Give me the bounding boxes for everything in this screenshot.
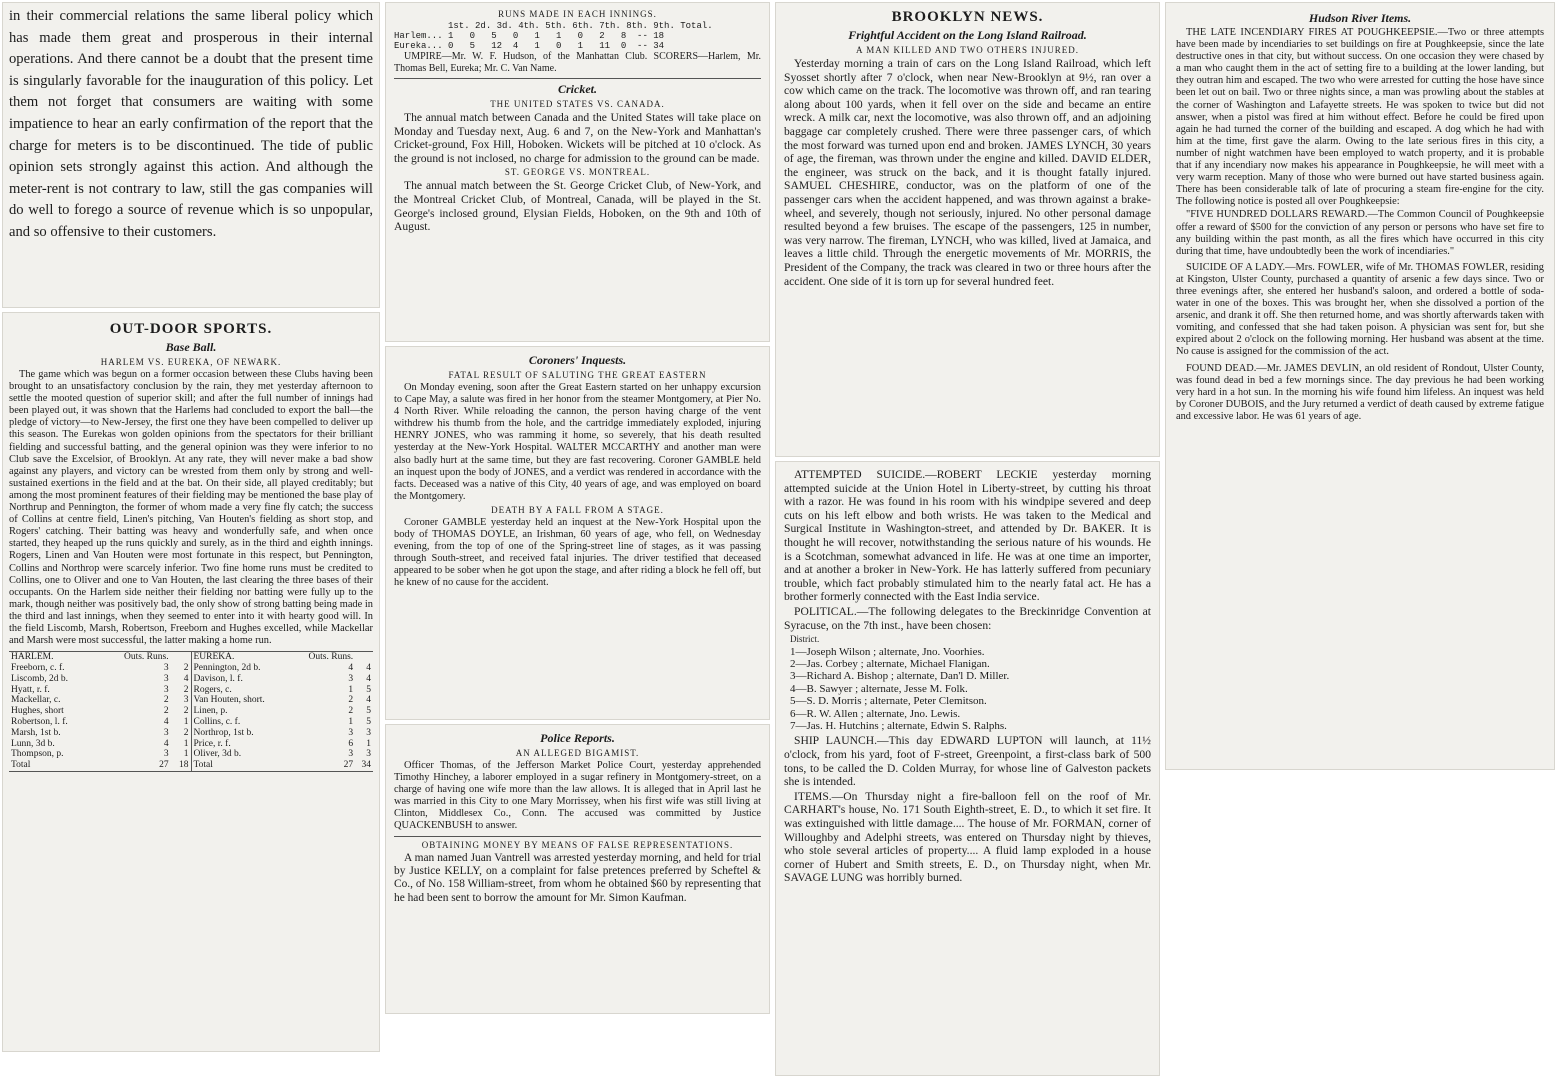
coroners-heading: Coroners' Inquests. [528,353,627,367]
box-header-cell: Outs. Runs. [308,652,354,663]
box-score-harlem [9,652,191,771]
box-row-cell: 3 [163,684,169,695]
box-row [192,674,374,685]
hudson-heading: Hudson River Items. [1308,11,1412,25]
cricket-sub2: ST. GEORGE VS. MONTREAL. [504,167,651,178]
brooklyn-dateline: A MAN KILLED AND TWO OTHERS INJURED. [855,45,1080,55]
sports-subheading: Base Ball. [165,340,217,354]
runs-umpire: UMPIRE—Mr. W. F. Hudson, of the Manhattan Club. SCORERS—Harlem, Mr. Thomas Bell, Eureka; Mr. C. Van Name. [394,51,761,74]
cricket-body1: The annual match between Canada and the United States will take place on Monday and Tuesday next, Aug. 6 and 7, on the New-York and Manhattan's Cricket-ground, Fox Hill, Hoboken. Wickets will be pitched at 10 o'clock. As the ground is not inclosed, no charge for admission to the ground can be made. [394,111,761,165]
divider [394,78,761,79]
clipping-gas-editorial [2,2,380,308]
box-row-cell: 3 [348,673,354,684]
box-row-cell: Hyatt, r. f. [11,684,50,695]
box-row-cell: 3 [348,727,354,738]
box-row [192,695,374,706]
ship-launch: SHIP LAUNCH.—This day EDWARD LUPTON will launch, at 11½ o'clock, from his yard, foot of F-street, Greenpoint, a first-class bark of 500 tons, to be called the D. Colden Murray, for whose line of Galveston packets she is intended. [784,734,1151,789]
box-row-cell: 2 [183,727,189,738]
clipping-outdoor-sports [2,312,380,1052]
box-total-cell: 34 [361,760,371,771]
box-row [9,695,191,706]
divider [394,836,761,837]
box-row-cell: 3 [163,662,169,673]
box-row-cell: Hughes, short [11,706,64,717]
runs-harlem-row: Harlem... 1 0 5 0 1 1 0 2 8 -- 18 [394,31,665,41]
box-total-cell: 18 [179,760,189,771]
district-label: District. [790,634,820,645]
coroners-sub1: FATAL RESULT OF SALUTING THE GREAT EASTERN [448,370,707,380]
box-row-cell: 1 [366,738,371,749]
box-row-cell: 5 [366,684,371,695]
clipping-brooklyn-news [775,2,1160,457]
box-row-cell: 3 [348,749,354,760]
box-row [9,674,191,685]
box-row-cell: Northrop, 1st b. [193,727,254,738]
box-row [192,739,374,750]
box-row-cell: 2 [183,662,189,673]
runs-header-row: 1st. 2d. 3d. 4th. 5th. 6th. 7th. 8th. 9th. Total. [394,21,713,31]
box-row [192,685,374,696]
police-body2: A man named Juan Vantrell was arrested yesterday morning, and held for trial by Justice KELLY, on a complaint for false pretences preferred by Scheftel & Co., of No. 158 William-street, from whom he obtained $60 by representing that he had been sent to borrow the amount for Mr. Simon Kaufman. [394,851,761,904]
delegate-item: 5—S. D. Morris ; alternate, Peter Clemitson. [790,695,987,708]
police-sub2: OBTAINING MONEY BY MEANS OF FALSE REPRESENTATIONS. [421,839,734,850]
box-row-cell: 2 [348,695,354,706]
box-row-cell: Lunn, 3d b. [11,738,55,749]
editorial-paragraph: in their commercial relations the same liberal policy which has made them great and prosperous in their internal operations. And there cannot be a doubt that the present time is singularly favorable for the inauguration of this policy. Let them not forget that consumers are waiting with some impatience to hear an early confirmation of the report that the charge for meters is to be discontinued. The tide of public opinion sets strongly against this action. And although the meter-rent is not contrary to law, still the gas companies will do well to forego a source of revenue which is so unpopular, and so offensive to their customers. [9,8,373,240]
eureka-table [192,652,374,771]
incendiary-fires: THE LATE INCENDIARY FIRES AT POUGHKEEPSIE.—Two or three attempts have been made by incendiaries to set buildings on fire at Poughkeepsie, since the late destructive ones in that city, but without success. On one occasion they were chased by a man who caught them in the act of setting fire to a building at the lower landing, but they outran him and escaped. The two who were arrested for cutting the hose have since been let out on bail. Two or three nights since, a man was prowling about the stables at the corner of Washington and Lafayette streets. He was spoken to twice but did not answer, when a pistol was fired at him without effect. Before he could be fired upon again he had turned the corner of the building and escaped. A dog which he had with him at the time, first gave the alarm. Owing to the late serious fires in this city, a number of night watchmen have been employed to watch property, and it is probable that if any incendiary now makes his appearance in Poughkeepsie, he will meet with a very warm reception. Many of those who were burned out have started business again. There has been considerable talk of late of procuring a steam fire-engine for the city. The following notice is posted all over Poughkeepsie: [1176,27,1544,208]
box-row [192,706,374,717]
box-row-cell: 4 [183,673,189,684]
box-row-cell: Liscomb, 2d b. [11,673,68,684]
runs-eureka-row: Eureka... 0 5 12 4 1 0 1 11 0 -- 34 [394,41,665,51]
box-header-cell: HARLEM. [11,652,54,663]
box-row-cell: 5 [366,716,371,727]
brooklyn-subheading: Frightful Accident on the Long Island Railroad. [848,28,1087,42]
delegate-item: 7—Jas. H. Hutchins ; alternate, Edwin S. Ralphs. [790,719,1007,732]
box-row-cell: Freeborn, c. f. [11,662,65,673]
clipping-hudson-river [1165,2,1555,770]
box-row-cell: 2 [163,706,169,717]
box-row-cell: 4 [163,716,169,727]
box-header [9,652,191,663]
delegate-item: 1—Joseph Wilson ; alternate, Jno. Voorhies. [790,645,985,658]
box-row-cell: Pennington, 2d b. [193,662,261,673]
box-row-cell: 1 [348,716,354,727]
harlem-table [9,652,191,771]
police-heading: Police Reports. [540,731,615,745]
clipping-police [385,724,770,1014]
clipping-runs-cricket [385,2,770,342]
sports-body: The game which was begun on a former occasion between these Clubs having been brought to an unsatisfactory conclusion by the rain, they met yesterday afternoon to settle the mooted question of superior skill; and after the full number of innings had been played out, it was shown that the Harlems had concluded to export the ball—the pledge of victory—to New-Jersey, the first one they have been compelled to deliver up this season. The Eurekas won golden opinions from the spectators for their brilliant fielding and successful batting, and the general opinion was they were inferior to no Club save the Excelsior, of Brooklyn. At any rate, they will never make a bad show against any players, and victory can be wrested from them only by strong and well-sustained exertions in the field and at the bat. On their side, all played creditably; but among the most prominent features of their fielding may be mentioned the base play of Northrup and Pennington, the former of whom made a very fine fly catch; the success of Collins at centre field, Linen's pitching, Van Houten's fielding as short stop, and Rogers' catching. Their batting was heavy and wonderfully safe, and when once started, they heaped up the runs quickly and surely, as in the third and eighth innings. Rogers, Linen and Van Houten were most fortunate in this respect, but Pennington, Collins and Northrop were scarcely inferior. Two fine home runs must be credited to Collins, one to Oliver and one to Van Houten, the last clearing the three bases of their occupants. On the Harlem side neither their fielding nor batting were fully up to the mark, though neither was positively bad, the only show of strong batting being made in the third and last innings, when they seemed to enter into it with hearty good will. In the field Liscomb, Marsh, Robertson, Freeborn and Hughes excelled, while Mackellar and Marsh were most successful, the latter making a home run. [9,369,373,647]
box-row-cell: 2 [183,684,189,695]
box-row [9,739,191,750]
box-row [192,728,374,739]
box-total-cell: 27 [343,760,354,771]
box-row [192,663,374,674]
box-row [192,717,374,728]
box-row [9,717,191,728]
box-row-cell: 3 [366,749,371,760]
box-header [192,652,374,663]
police-body1: Officer Thomas, of the Jefferson Market Police Court, yesterday apprehended Timothy Hinchey, a laborer employed in a sugar refinery in Montgomery-street, on a charge of having one wife more than the law allows. It is alleged that in April last he was married in this City to one Mary Morrissey, when his first wife was still living at Clinton, Middlesex Co., Conn. The accused was committed by Justice QUACKENBUSH to answer. [394,760,761,832]
box-row-cell: 1 [348,684,354,695]
box-row-cell: 3 [163,749,169,760]
box-row [9,728,191,739]
political: POLITICAL.—The following delegates to the Breckinridge Convention at Syracuse, on the 7th inst., have been chosen: [784,604,1151,632]
brooklyn-body: Yesterday morning a train of cars on the Long Island Railroad, which left Syosset shortly after 7 o'clock, when near New-Brooklyn at 9½, ran over a cow which came on the track. The locomotive was thrown off, and ran tearing along about 100 yards, when it fell over on the side and became an entire wreck. A milk car, next the locomotive, was also thrown off, and an adjoining baggage car completely crushed. There were three passenger cars, of which the most forward was turned upon end and broken. JAMES LYNCH, 30 years of age, the fireman, was thrown under the engine and killed. DAVID ELDER, the engineer, was struck on the back, and it is thought fatally injured. SAMUEL CHESHIRE, conductor, was on the platform of one of the passenger cars when the accident happened, and was thrown against a brake-wheel, and severely, though not seriously, injured. No other personal damage resulted beyond a few bruises. The escape of the passengers, 125 in number, was very narrow. The fireman, LYNCH, who was killed, lived at Jamaica, and leaves a little child. Through the energetic movements of Mr. MORRIS, the President of the Company, the track was cleared in two or three hours after the accident. One side of it is torn up for several hundred feet. [784,57,1151,288]
box-row-cell: 4 [366,695,371,706]
box-total-cell: Total [193,760,213,771]
box-row-cell: Davison, l. f. [193,673,243,684]
box-row-cell: Collins, c. f. [193,716,241,727]
box-row-cell: 4 [366,662,371,673]
suicide-of-lady: SUICIDE OF A LADY.—Mrs. FOWLER, wife of Mr. THOMAS FOWLER, residing at Kingston, Ulster County, purchased a quantity of arsenic a few days since. Two or three evenings after, she entered her husband's saloon, and ordered a bottle of soda-water in one of the boxes. This was brought her, when she dissolved a portion of the arsenic, and drank it off. She then returned home, and was shortly afterwards taken with vomiting, and confessed that she had taken poison. A physician was sent for, but she expired about 2 o'clock on the following morning. Her husband was absent at the time. No cause is assigned for the commission of the act. [1176,261,1544,358]
box-header-cell: EUREKA. [193,652,235,663]
box-total-cell: Total [11,760,31,771]
box-row-cell: 2 [163,695,169,706]
delegate-list [784,646,1151,733]
box-row-cell: Robertson, l. f. [11,716,68,727]
sports-heading: OUT-DOOR SPORTS. [109,321,273,337]
box-row-cell: 4 [348,662,354,673]
box-row-cell: 1 [183,716,189,727]
box-row-cell: 2 [348,706,354,717]
box-row-cell: 3 [366,727,371,738]
delegate-item: 6—R. W. Allen ; alternate, Jno. Lewis. [790,707,961,720]
police-sub1: AN ALLEGED BIGAMIST. [515,748,640,758]
cricket-sub1: THE UNITED STATES VS. CANADA. [490,99,665,109]
box-total [192,760,374,771]
box-row [9,749,191,760]
brooklyn-heading: BROOKLYN NEWS. [891,9,1044,25]
box-row-cell: 1 [183,738,189,749]
coroners-body1: On Monday evening, soon after the Great Eastern started on her unhappy excursion to Cape May, a salute was fired in her honor from the steamer Montgomery, at Pier No. 4 North River. While reloading the cannon, the person having charge of the vent withdrew his thumb from the hole, and the cartridge immediately exploded, injuring HENRY JONES, who was ramming it home, so severely, that his death resulted yesterday at the New-York Hospital. WALTER MCCARTHY and another man were also badly hurt at the same time, but they are fast recovering. Coroner GAMBLE held an inquest upon the body of JONES, and a verdict was rendered in accordance with the facts. Deceased was a native of this City, 40 years of age, and was employed on board the Montgomery. [394,382,761,502]
box-row-cell: 2 [183,706,189,717]
cricket-heading: Cricket. [558,82,597,96]
cricket-body2: The annual match between the St. George Cricket Club, of New-York, and the Montreal Cricket Club, of Montreal, Canada, will be played in the St. George's inclosed ground, Elysian Fields, Hoboken, on the 9th and 10th of August. [394,179,761,234]
runs-heading: RUNS MADE IN EACH INNINGS. [498,9,657,19]
box-total [9,760,191,771]
box-row [192,749,374,760]
box-score [9,651,373,772]
box-row-cell: 1 [183,749,189,760]
box-row-cell: Price, r. f. [193,738,231,749]
box-row-cell: 3 [163,673,169,684]
box-row-cell: Oliver, 3d b. [193,749,242,760]
box-row-cell: 3 [183,695,189,706]
found-dead: FOUND DEAD.—Mr. JAMES DEVLIN, an old resident of Rondout, Ulster County, was found dead in bed a few mornings since. The day previous he had been working very hard in a hot sun. In the morning his wife found him lifeless. An inquest was held by Coroner DUBOIS, and the Jury returned a verdict of death caused by extreme fatigue and excessive labor. He was 61 years of age. [1176,362,1544,422]
delegate-item: 4—B. Sawyer ; alternate, Jesse M. Folk. [790,682,968,695]
box-total-cell: 27 [159,760,169,771]
attempted-suicide: ATTEMPTED SUICIDE.—ROBERT LECKIE yesterday morning attempted suicide at the Union Hotel in Liberty-street, by cutting his throat with a razor. He was found in his room with his windpipe severed and deep cuts on his left elbow and both wrists. He was taken to the Medical and Surgical Institute in Washington-street, and attended by Dr. BAKER. It is thought he will recover, notwithstanding the serious nature of his wounds. He is a Scotchman, somewhat advanced in life. He was at one time an importer, and at another a broker in New-York. He has latterly suffered from pecuniary trouble, which fact probably stimulated him to the nearly fatal act. He has a brother formerly connected with the East India service. [784,468,1151,604]
box-row-cell: Linen, p. [193,706,228,717]
box-row-cell: 3 [163,727,169,738]
box-row-cell: Mackellar, c. [11,695,61,706]
box-row-cell: 6 [348,738,354,749]
box-row-cell: Marsh, 1st b. [11,727,61,738]
sports-dateline: HARLEM VS. EUREKA, OF NEWARK. [100,357,282,367]
delegate-item: 2—Jas. Corbey ; alternate, Michael Flanigan. [790,657,990,670]
box-row-cell: Thompson, p. [11,749,64,760]
box-row-cell: 4 [163,738,169,749]
box-row [9,706,191,717]
box-row [9,685,191,696]
clipping-brooklyn-misc [775,461,1160,1076]
coroners-body2: Coroner GAMBLE yesterday held an inquest at the New-York Hospital upon the body of THOMAS DOYLE, an Irishman, 60 years of age, who fell, on Wednesday evening, from the top of one of the Spring-street line of stages, as it was passing through South-street, and received fatal injuries. The driver testified that deceased appeared to be sober when he got upon the stage, and after riding a block he fell off, but he knew of no cause for the accident. [394,516,761,589]
box-row [9,663,191,674]
clipping-coroners [385,346,770,720]
box-row-cell: Van Houten, short. [193,695,265,706]
box-row-cell: Rogers, c. [193,684,232,695]
coroners-sub2: DEATH BY A FALL FROM A STAGE. [491,504,664,515]
items: ITEMS.—On Thursday night a fire-balloon fell on the roof of Mr. CARHART's house, No. 171 South Eighth-street, E. D., to which it set fire. It was extinguished with little damage.... The house of Mr. FORMAN, corner of Willoughby and Adelphi streets, was entered on Thursday night by thieves, who stole several articles of property.... A fluid lamp exploded in a house corner of Hubert and Smith streets, E. D., on Thursday night, when Mr. SAVAGE LUNG was horribly burned. [784,789,1151,885]
reward-notice: "FIVE HUNDRED DOLLARS REWARD.—The Common Council of Poughkeepsie offer a reward of $500 for the conviction of any person or persons who have set fire to any building within the past month, as all the fires which have occurred in this city during that time, have undoubtedly been the work of incendiaries." [1176,209,1544,257]
box-row-cell: 4 [366,673,371,684]
delegate-item: 3—Richard A. Bishop ; alternate, Dan'l D. Miller. [790,670,1010,683]
box-score-eureka [191,652,374,771]
box-header-cell: Outs. Runs. [123,652,169,663]
box-row-cell: 5 [366,706,371,717]
